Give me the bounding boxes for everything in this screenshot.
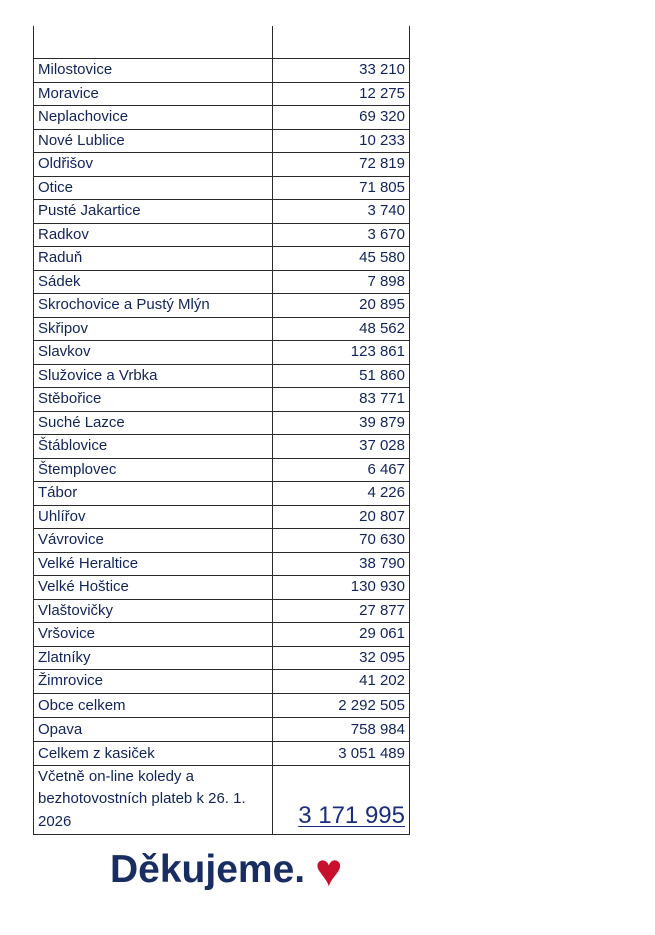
table-row [34, 59, 410, 83]
row-label: Štemplovec [34, 458, 273, 482]
row-label: Nové Lublice [34, 129, 273, 153]
table-row [34, 623, 410, 647]
row-label: Žimrovice [34, 670, 273, 694]
row-label: Skřipov [34, 317, 273, 341]
row-label: Vršovice [34, 623, 273, 647]
row-value: 2 292 505 [273, 693, 410, 717]
row-label: Vlaštovičky [34, 599, 273, 623]
row-value: 3 670 [273, 223, 410, 247]
table-row [34, 646, 410, 670]
row-value: 20 895 [273, 294, 410, 318]
row-label: Služovice a Vrbka [34, 364, 273, 388]
row-value: 20 807 [273, 505, 410, 529]
row-value: 758 984 [273, 717, 410, 741]
row-value: 3 051 489 [273, 741, 410, 765]
row-value: 39 879 [273, 411, 410, 435]
row-label: Velké Heraltice [34, 552, 273, 576]
donations-table-body [34, 26, 410, 834]
table-row [34, 364, 410, 388]
row-value: 123 861 [273, 341, 410, 365]
table-row [34, 341, 410, 365]
table-row [34, 670, 410, 694]
table-row [34, 388, 410, 412]
row-label: Radkov [34, 223, 273, 247]
row-label: Sádek [34, 270, 273, 294]
row-value: 48 562 [273, 317, 410, 341]
row-label: Opava [34, 717, 273, 741]
row-label: Velké Hoštice [34, 576, 273, 600]
row-value: 3 740 [273, 200, 410, 224]
row-value: 10 233 [273, 129, 410, 153]
row-label: Otice [34, 176, 273, 200]
table-row [34, 200, 410, 224]
table-row [34, 247, 410, 271]
table-row [34, 458, 410, 482]
row-value: 69 320 [273, 106, 410, 130]
table-header-row [34, 26, 410, 59]
table-row [34, 223, 410, 247]
row-value: 38 790 [273, 552, 410, 576]
row-value: 27 877 [273, 599, 410, 623]
row-label: Suché Lazce [34, 411, 273, 435]
table-row [34, 599, 410, 623]
table-row [34, 270, 410, 294]
row-value: 45 580 [273, 247, 410, 271]
row-value: 32 095 [273, 646, 410, 670]
row-label: Neplachovice [34, 106, 273, 130]
table-row [34, 294, 410, 318]
row-value: 33 210 [273, 59, 410, 83]
row-label: Uhlířov [34, 505, 273, 529]
header-cell-name [34, 26, 273, 59]
table-row [34, 529, 410, 553]
summary-row [34, 693, 410, 717]
row-value: 71 805 [273, 176, 410, 200]
row-value: 4 226 [273, 482, 410, 506]
row-value: 83 771 [273, 388, 410, 412]
table-row [34, 153, 410, 177]
row-value: 51 860 [273, 364, 410, 388]
table-row [34, 435, 410, 459]
table-row [34, 576, 410, 600]
row-label: Štáblovice [34, 435, 273, 459]
row-label: Raduň [34, 247, 273, 271]
thanks-text: Děkujeme. [110, 848, 306, 891]
row-label: Zlatníky [34, 646, 273, 670]
row-value: 41 202 [273, 670, 410, 694]
summary-row [34, 741, 410, 765]
row-value: 130 930 [273, 576, 410, 600]
thanks-message [110, 843, 342, 897]
row-value: 70 630 [273, 529, 410, 553]
row-value: 7 898 [273, 270, 410, 294]
row-label: Tábor [34, 482, 273, 506]
row-label: Milostovice [34, 59, 273, 83]
grand-total-row [34, 765, 410, 834]
donations-table [33, 26, 410, 835]
row-value: 6 467 [273, 458, 410, 482]
row-value: 29 061 [273, 623, 410, 647]
row-value: 72 819 [273, 153, 410, 177]
row-label: Včetně on-line koledy a bezhotovostních plateb k 26. 1. 2026 [34, 765, 273, 834]
row-value: 12 275 [273, 82, 410, 106]
row-label: Moravice [34, 82, 273, 106]
table-row [34, 129, 410, 153]
table-row [34, 411, 410, 435]
row-label: Celkem z kasiček [34, 741, 273, 765]
table-row [34, 317, 410, 341]
table-row [34, 552, 410, 576]
table-row [34, 176, 410, 200]
table-row [34, 482, 410, 506]
row-label: Slavkov [34, 341, 273, 365]
heart-icon: ♥ [315, 844, 343, 896]
summary-row [34, 717, 410, 741]
row-value: 37 028 [273, 435, 410, 459]
header-cell-value [273, 26, 410, 59]
grand-total-value: 3 171 995 [298, 801, 405, 829]
table-row [34, 82, 410, 106]
row-label: Obce celkem [34, 693, 273, 717]
table-row [34, 505, 410, 529]
row-label: Pusté Jakartice [34, 200, 273, 224]
table-row [34, 106, 410, 130]
row-label: Vávrovice [34, 529, 273, 553]
row-value [273, 765, 410, 834]
row-label: Stěbořice [34, 388, 273, 412]
row-label: Skrochovice a Pustý Mlýn [34, 294, 273, 318]
row-label: Oldřišov [34, 153, 273, 177]
